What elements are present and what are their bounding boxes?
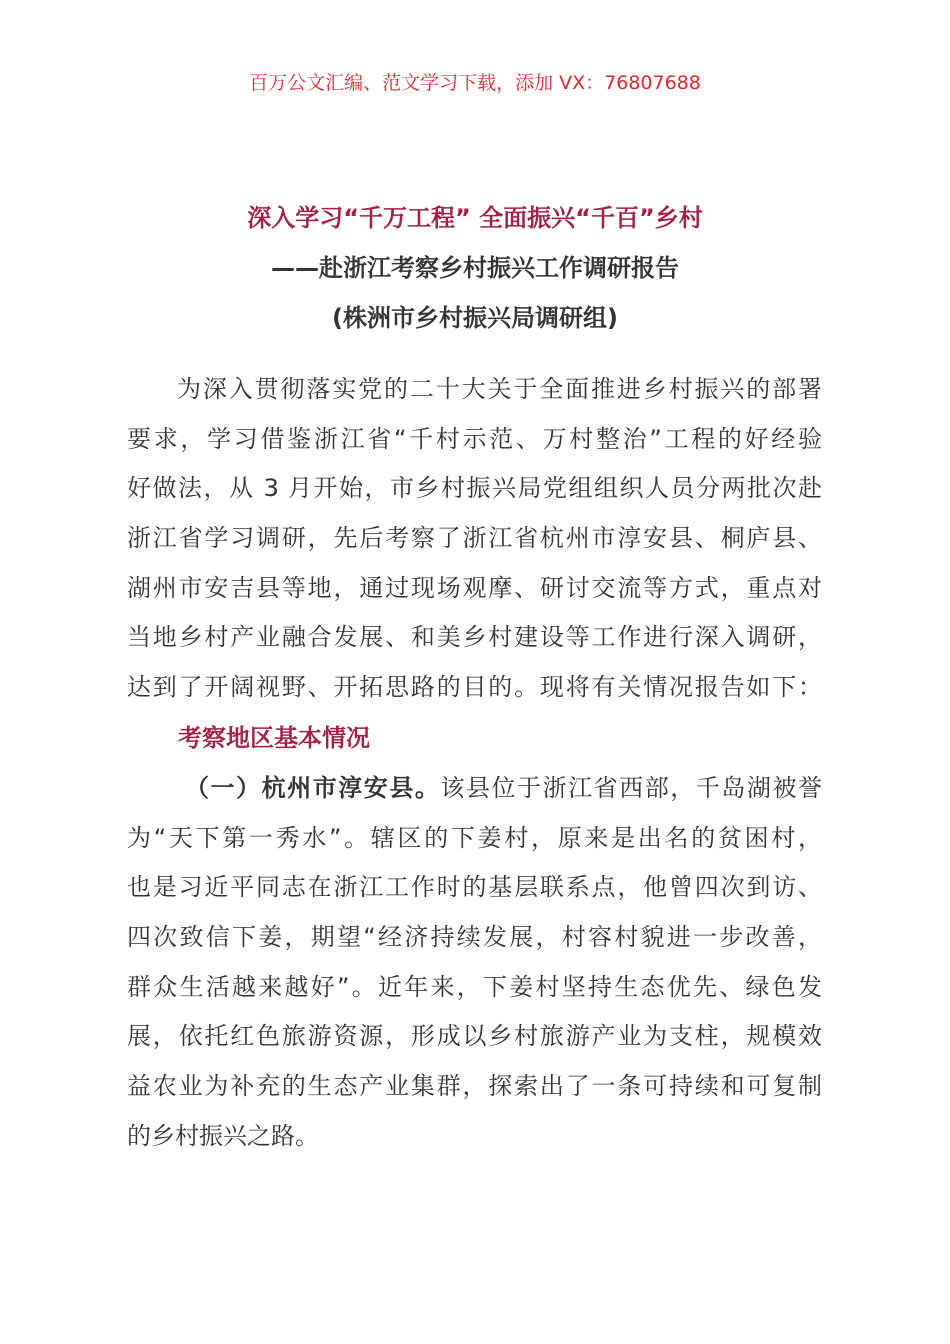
- paragraph-line: [127, 764, 822, 814]
- chunan-paragraph: [127, 764, 822, 1162]
- document-title: 深入学习“千万工程” 全面振兴“千百”乡村: [247, 204, 703, 232]
- paragraph-line: 为深入贯彻落实党的二十大关于全面推进乡村振兴的部署: [177, 375, 822, 403]
- paragraph-line: 好做法，从 3 月开始，市乡村振兴局党组组织人员分两批次赴: [127, 474, 822, 503]
- section-heading: 考察地区基本情况: [178, 724, 370, 752]
- paragraph-line: 四次致信下姜，期望“经济持续发展，村容村貌进一步改善，: [127, 923, 822, 952]
- document-author: (株洲市乡村振兴局调研组): [332, 304, 618, 332]
- paragraph-line: 群众生活越来越好”。近年来，下姜村坚持生态优先、绿色发: [127, 972, 822, 1001]
- paragraph-line: 为“天下第一秀水”。辖区的下姜村，原来是出名的贫困村，: [127, 823, 822, 852]
- document-subtitle: ——赴浙江考察乡村振兴工作调研报告: [271, 254, 679, 282]
- paragraph-line: 的乡村振兴之路。: [127, 1121, 319, 1150]
- paragraph-line: 浙江省学习调研，先后考察了浙江省杭州市淳安县、桐庐县、: [127, 524, 822, 553]
- paragraph-line: 湖州市安吉县等地，通过现场观摩、研讨交流等方式，重点对: [127, 573, 822, 602]
- paragraph-line: 当地乡村产业融合发展、和美乡村建设等工作进行深入调研，: [127, 623, 822, 652]
- subsection-lead: （一）杭州市淳安县。: [185, 774, 441, 802]
- paragraph-line: 达到了开阔视野、开拓思路的目的。现将有关情况报告如下：: [127, 673, 822, 702]
- intro-paragraph: [127, 365, 822, 713]
- paragraph-line: 要求，学习借鉴浙江省“千村示范、万村整治”工程的好经验: [127, 424, 822, 453]
- paragraph-line: 也是习近平同志在浙江工作时的基层联系点，他曾四次到访、: [127, 873, 822, 902]
- paragraph-text: 该县位于浙江省西部，千岛湖被誉: [440, 774, 823, 802]
- paragraph-line: 展，依托红色旅游资源，形成以乡村旅游产业为支柱，规模效: [127, 1022, 822, 1051]
- paragraph-line: 益农业为补充的生态产业集群，探索出了一条可持续和可复制: [127, 1072, 822, 1101]
- watermark-contact: 百万公文汇编、范文学习下载，添加 VX：76807688: [249, 72, 701, 94]
